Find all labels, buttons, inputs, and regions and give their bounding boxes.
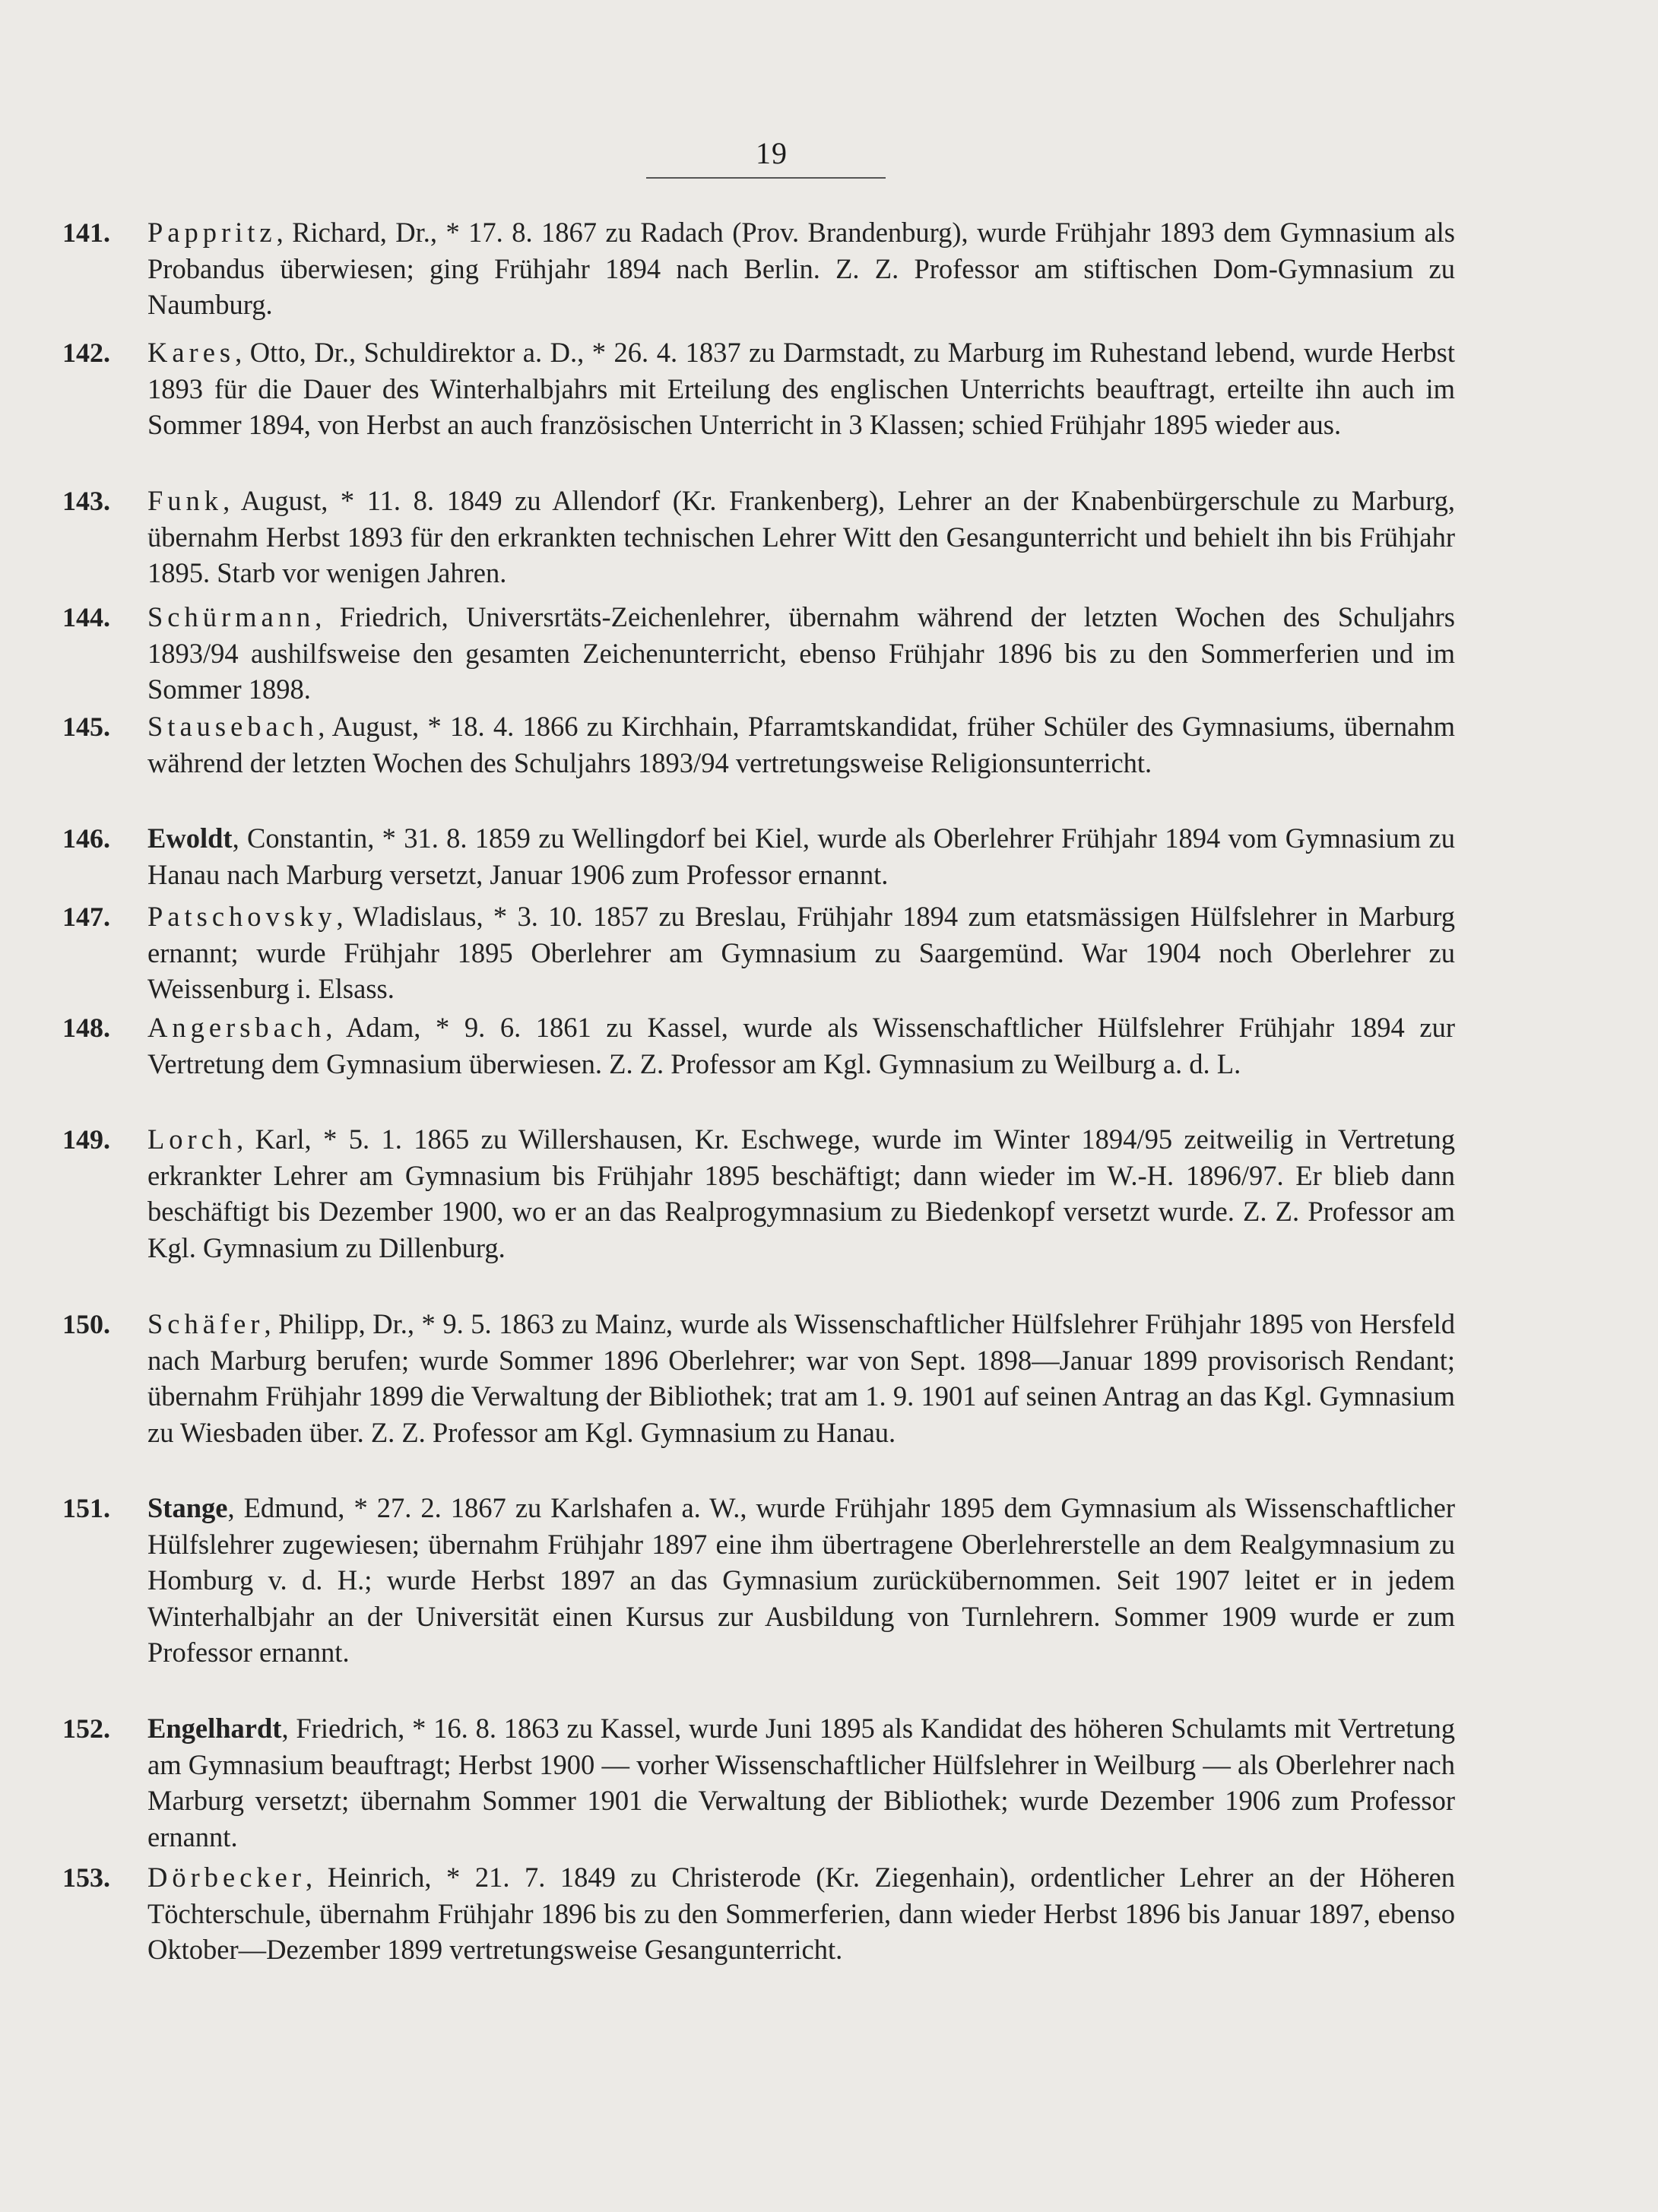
entry-body: , Richard, Dr., * 17. 8. 1867 zu Radach (Prov. Brandenburg), wurde Frühjahr 1893 dem Gymnasium als Probandus überwiesen; ging Frühjahr 1894 nach Berlin. Z. Z. Professor am stiftischen Dom-Gymnasium zu Naumburg. — [147, 217, 1455, 320]
entry-name: Angersbach — [147, 1012, 326, 1043]
entry-text — [147, 1306, 1455, 1450]
entry-name: Ewoldt — [147, 822, 233, 854]
entry-name: Schäfer — [147, 1308, 265, 1339]
entry-body: , Otto, Dr., Schuldirektor a. D., * 26. 4. 1837 zu Darmstadt, zu Marburg im Ruhestand lebend, wurde Herbst 1893 für die Dauer des Winterhalbjahrs mit Erteilung des englischen Unterrichts beauftragt, erteilte ihn auch im Sommer 1894, von Herbst an auch französischen Unterricht in 3 Klassen; schied Frühjahr 1895 wieder aus. — [147, 337, 1455, 440]
entry-text — [147, 1859, 1455, 1968]
entry-text — [147, 708, 1455, 781]
entry-name: Kares — [147, 337, 236, 368]
entry-number: 146. — [62, 823, 110, 854]
entry-body: , Friedrich, * 16. 8. 1863 zu Kassel, wurde Juni 1895 als Kandidat des höheren Schulamts mit Vertretung am Gymnasium beauftragt; Herbst 1900 — vorher Wissenschaftlicher Hülfslehrer in Weilburg — als Oberlehrer nach Marburg versetzt; übernahm Sommer 1901 die Verwaltung der Bibliothek; wurde Dezember 1906 zum Professor ernannt. — [147, 1713, 1455, 1852]
entry-name: Dörbecker — [147, 1862, 306, 1893]
entry-name: Funk — [147, 485, 223, 516]
entry-body: , August, * 18. 4. 1866 zu Kirchhain, Pfarramtskandidat, früher Schüler des Gymnasiums, übernahm während der letzten Wochen des Schuljahrs 1893/94 vertretungsweise Religionsunterricht. — [147, 711, 1455, 778]
entry-name: Patschovsky — [147, 901, 337, 932]
entry-text — [147, 483, 1455, 591]
entry-body: , Philipp, Dr., * 9. 5. 1863 zu Mainz, wurde als Wissenschaftlicher Hülfslehrer Frühjahr 1895 von Hersfeld nach Marburg berufen; wurde Sommer 1896 Oberlehrer; war von Sept. 1898—Januar 1899 provisorisch Rendant; übernahm Frühjahr 1899 die Verwaltung der Bibliothek; trat am 1. 9. 1901 auf seinen Antrag an das Kgl. Gymnasium zu Wiesbaden über. Z. Z. Professor am Kgl. Gymnasium zu Hanau. — [147, 1308, 1455, 1448]
entry-text — [147, 214, 1455, 323]
entry-body: , Wladislaus, * 3. 10. 1857 zu Breslau, Frühjahr 1894 zum etatsmässigen Hülfslehrer in Marburg ernannt; wurde Frühjahr 1895 Oberlehrer am Gymnasium zu Saargemünd. War 1904 noch Oberlehrer zu Weissenburg i. Elsass. — [147, 901, 1455, 1004]
entry-number: 150. — [62, 1309, 110, 1339]
entry-number: 151. — [62, 1493, 110, 1523]
page-number: 19 — [756, 136, 788, 170]
entry-number: 147. — [62, 902, 110, 932]
entry-name: Schürmann — [147, 601, 315, 632]
entry-number: 152. — [62, 1713, 110, 1744]
entry-text — [147, 1009, 1455, 1082]
entry-number: 149. — [62, 1124, 110, 1155]
entry-number: 148. — [62, 1013, 110, 1043]
entry-text — [147, 898, 1455, 1007]
entry-number: 145. — [62, 711, 110, 742]
entry-number: 153. — [62, 1862, 110, 1893]
entry-body: , Karl, * 5. 1. 1865 zu Willershausen, Kr. Eschwege, wurde im Winter 1894/95 zeitweilig in Vertretung erkrankter Lehrer am Gymnasium bis Frühjahr 1895 beschäftigt; dann wieder im W.-H. 1896/97. Er blieb dann beschäftigt bis Dezember 1900, wo er an das Realprogymnasium zu Biedenkopf versetzt wurde. Z. Z. Professor am Kgl. Gymnasium zu Dillenburg. — [147, 1123, 1455, 1263]
entry-body: , Heinrich, * 21. 7. 1849 zu Christerode (Kr. Ziegenhain), ordentlicher Lehrer an der Höheren Töchterschule, übernahm Frühjahr 1896 bis zu den Sommerferien, dann wieder Herbst 1896 bis Januar 1897, ebenso Oktober—Dezember 1899 vertretungsweise Gesangunterricht. — [147, 1862, 1455, 1965]
entry-name: Engelhardt — [147, 1713, 282, 1744]
header-rule — [646, 177, 886, 179]
entry-number: 143. — [62, 486, 110, 516]
entry-text — [147, 1490, 1455, 1671]
entry-text — [147, 334, 1455, 443]
entry-name: Lorch — [147, 1123, 237, 1155]
entry-body: , Friedrich, Universrtäts-Zeichenlehrer, übernahm während der letzten Wochen des Schuljahrs 1893/94 aushilfsweise den gesamten Zeichenunterricht, ebenso Frühjahr 1896 bis zu den Sommerferien und im Sommer 1898. — [147, 601, 1455, 705]
entry-name: Pappritz — [147, 217, 277, 248]
entry-body: , Adam, * 9. 6. 1861 zu Kassel, wurde als Wissenschaftlicher Hülfslehrer Frühjahr 1894 zur Vertretung dem Gymnasium überwiesen. Z. Z. Professor am Kgl. Gymnasium zu Weilburg a. d. L. — [147, 1012, 1455, 1079]
entry-body: , Edmund, * 27. 2. 1867 zu Karlshafen a. W., wurde Frühjahr 1895 dem Gymnasium als Wissenschaftlicher Hülfslehrer zugewiesen; übernahm Frühjahr 1897 eine ihm übertragene Oberlehrerstelle an dem Realgymnasium zu Homburg v. d. H.; wurde Herbst 1897 an das Gymnasium zurückübernommen. Seit 1907 leitet er in jedem Winterhalbjahr an der Universität einen Kursus zur Ausbildung von Turnlehrern. Sommer 1909 wurde er zum Professor ernannt. — [147, 1492, 1455, 1668]
entry-text — [147, 1121, 1455, 1266]
entry-text — [147, 599, 1455, 708]
entry-text — [147, 820, 1455, 892]
entry-text — [147, 1710, 1455, 1855]
entry-body: , Constantin, * 31. 8. 1859 zu Wellingdorf bei Kiel, wurde als Oberlehrer Frühjahr 1894 vom Gymnasium zu Hanau nach Marburg versetzt, Januar 1906 zum Professor ernannt. — [147, 822, 1455, 890]
entry-name: Stange — [147, 1492, 228, 1523]
entry-body: , August, * 11. 8. 1849 zu Allendorf (Kr. Frankenberg), Lehrer an der Knabenbürgerschule zu Marburg, übernahm Herbst 1893 für den erkrankten technischen Lehrer Witt den Gesangunterricht und behielt ihn bis Frühjahr 1895. Starb vor wenigen Jahren. — [147, 485, 1455, 588]
entry-number: 141. — [62, 217, 110, 248]
entry-number: 144. — [62, 602, 110, 632]
entry-number: 142. — [62, 338, 110, 368]
entry-name: Stausebach — [147, 711, 319, 742]
